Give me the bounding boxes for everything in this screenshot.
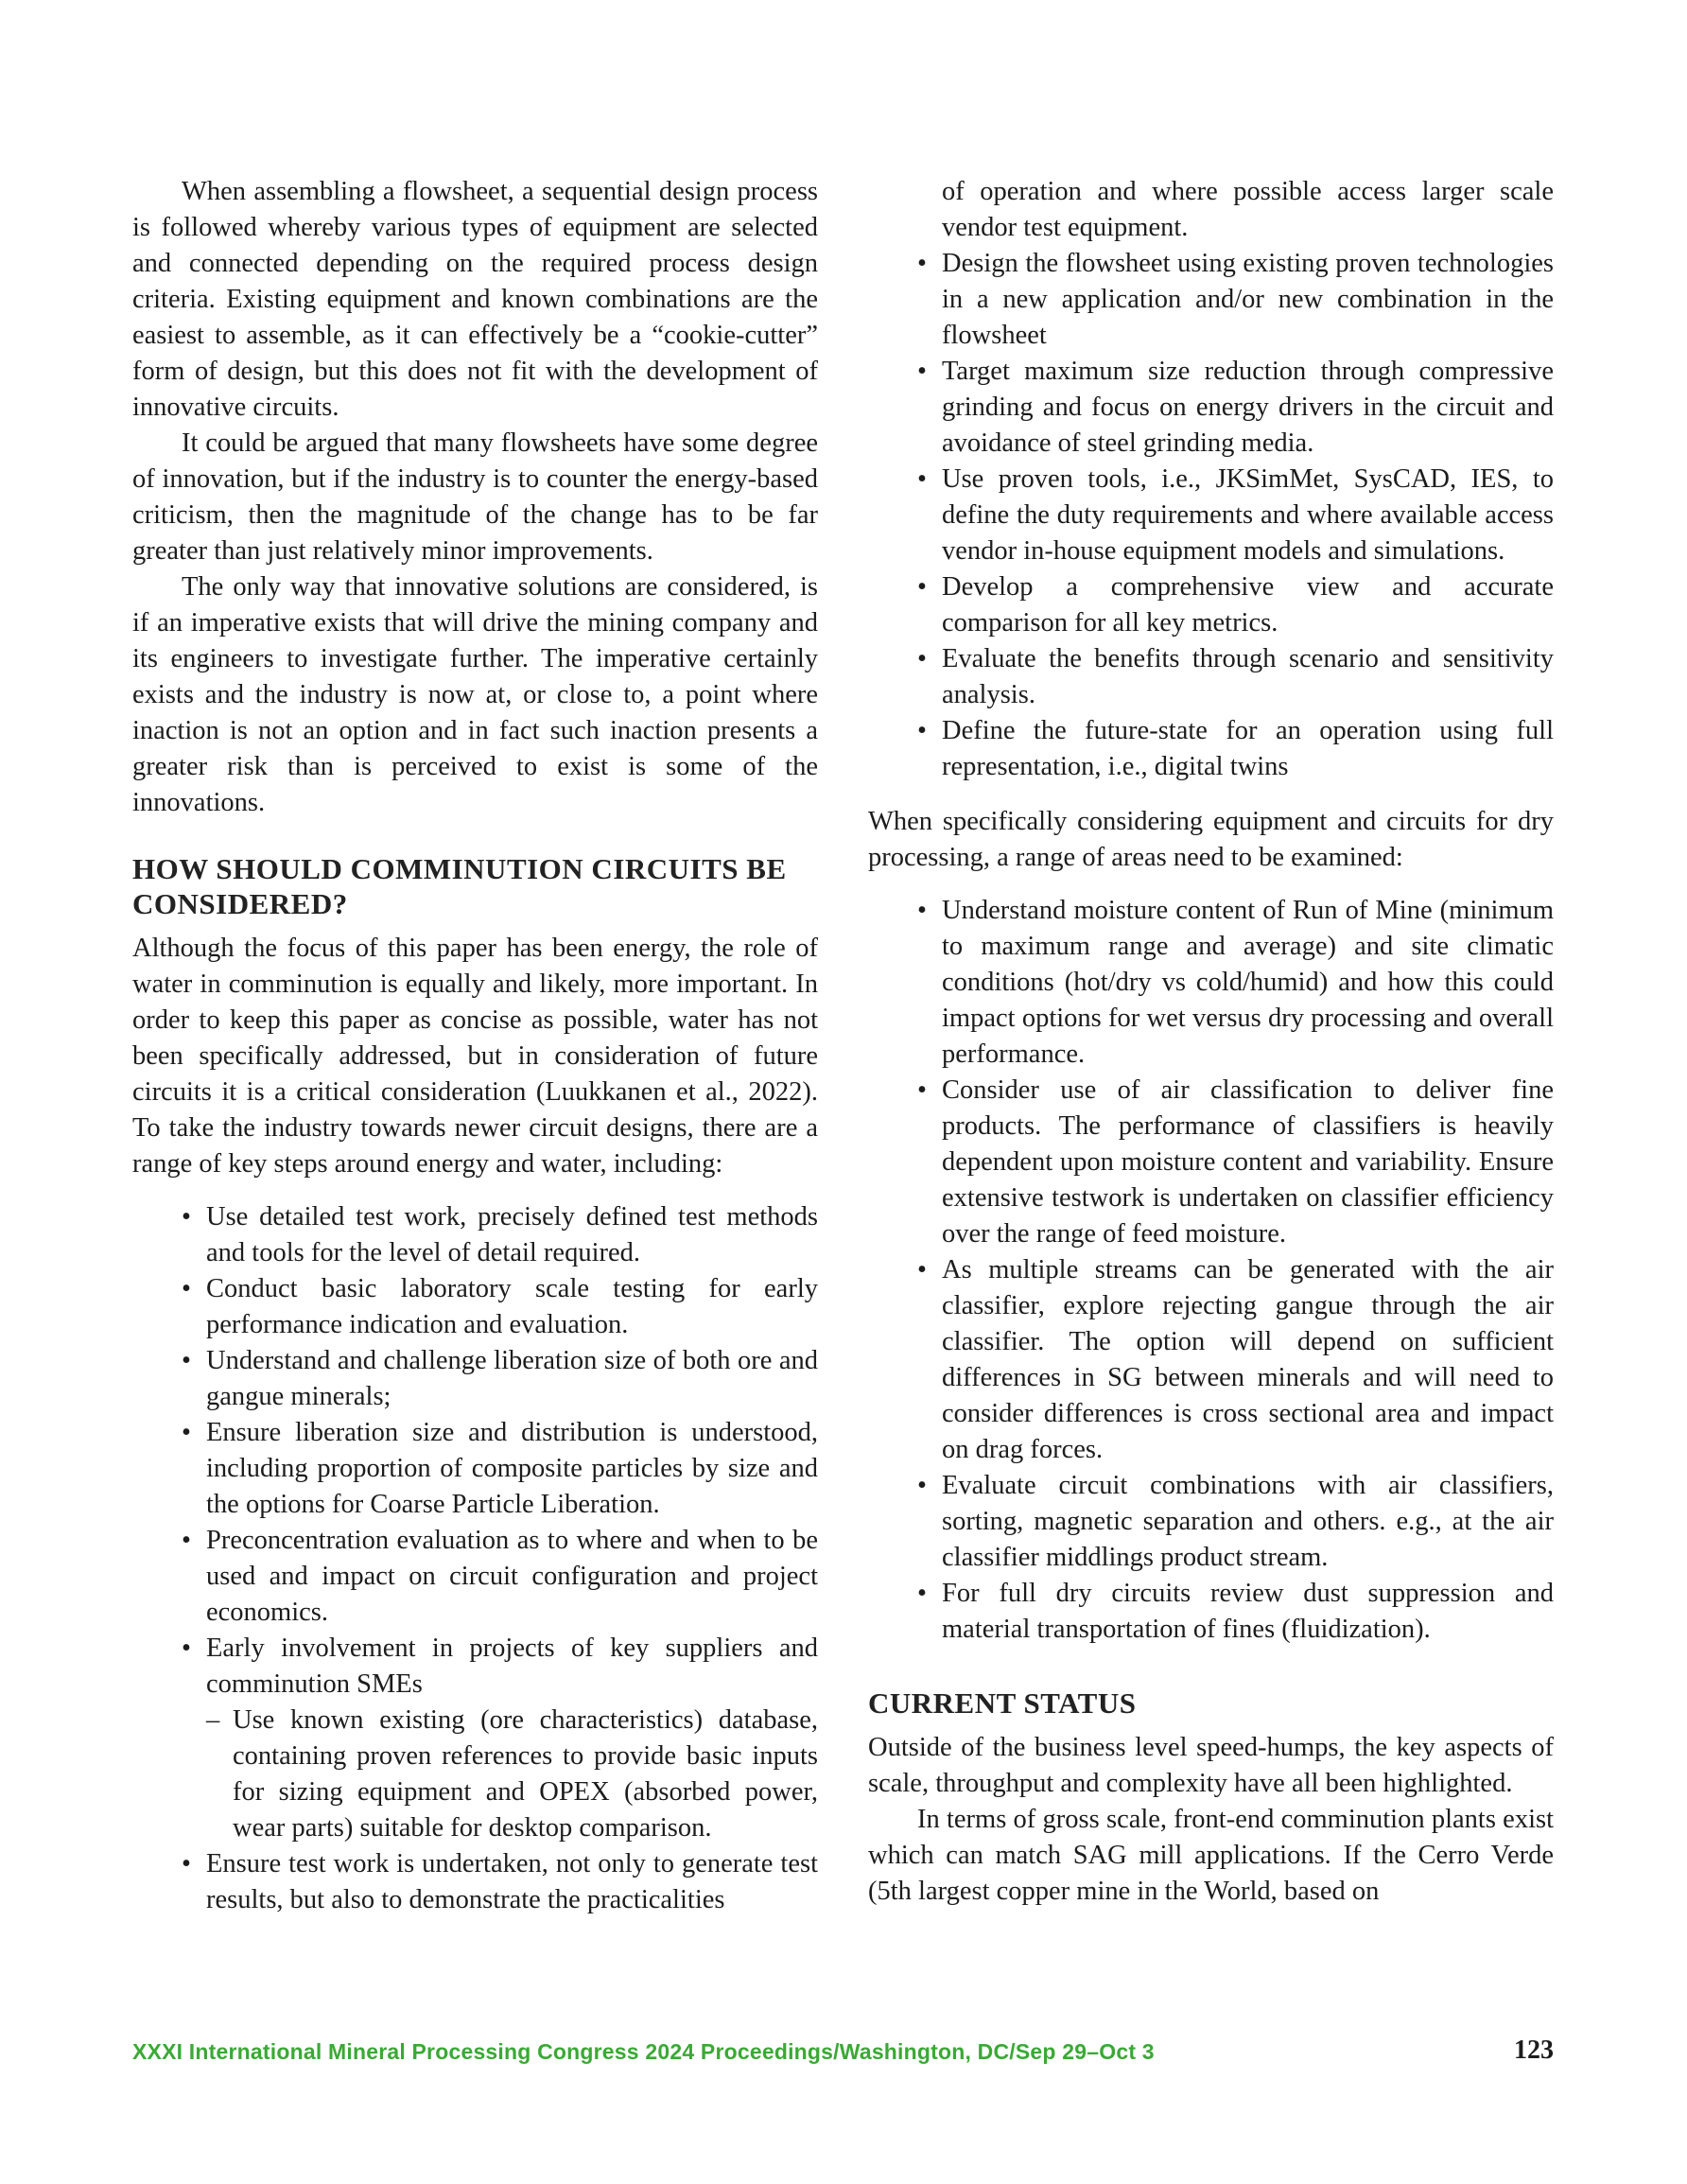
list-item: • Use proven tools, i.e., JKSimMet, SysCAD, IES, to define the duty requirements and where available access vendor in-house equipment models and simulations. bbox=[913, 462, 1554, 569]
paragraph: In terms of gross scale, front-end comminution plants exist which can match SAG mill applications. If the Cerro Verde (5th largest copper mine in the World, based on bbox=[868, 1805, 1554, 1906]
list-item: • Develop a comprehensive view and accurate comparison for all key metrics. bbox=[913, 569, 1554, 641]
list-item-text: Early involvement in projects of key suppliers and comminution SMEs bbox=[206, 1634, 818, 1699]
list-item: • Conduct basic laboratory scale testing for early performance indication and evaluation. bbox=[178, 1271, 818, 1343]
list-item: • Ensure test work is undertaken, not only to generate test results, but also to demonstrate the practicalities bbox=[178, 1846, 818, 1918]
list-continuation: of operation and where possible access larger scale vendor test equipment. bbox=[942, 177, 1554, 242]
paragraph: When specifically considering equipment and circuits for dry processing, a range of areas need to be examined: bbox=[868, 807, 1554, 872]
left-column bbox=[132, 174, 818, 1918]
list-item: • Target maximum size reduction through compressive grinding and focus on energy drivers in the circuit and avoidance of steel grinding media. bbox=[913, 354, 1554, 462]
spacer bbox=[868, 785, 1554, 804]
paragraph: Although the focus of this paper has been energy, the role of water in comminution is equally and likely, more important. In order to keep this paper as concise as possible, water has not been specifically addressed, but in consideration of future circuits it is a critical consideration (Luukkanen et al., 2022). To take the industry towards newer circuit designs, there are a range of key steps around energy and water, including: bbox=[132, 934, 818, 1179]
paragraph: The only way that innovative solutions are considered, is if an imperative exists that will drive the mining company and its engineers to investigate further. The imperative certainly exists and the industry is now at, or close to, a point where inaction is not an option and in fact such inaction presents a greater risk than is perceived to exist is some of the innovations. bbox=[132, 572, 818, 817]
list-item: • Use detailed test work, precisely defined test methods and tools for the level of detail required. bbox=[178, 1199, 818, 1271]
list-item: • Consider use of air classification to deliver fine products. The performance of classifiers is heavily dependent upon moisture content and variability. Ensure extensive testwork is undertaken on classifier efficiency over the range of feed moisture. bbox=[913, 1073, 1554, 1252]
paragraph: It could be argued that many flowsheets have some degree of innovation, but if the industry is to counter the energy-based criticism, then the magnitude of the change has to be far greater than just relatively minor improvements. bbox=[132, 428, 818, 566]
section-heading: CURRENT STATUS bbox=[868, 1686, 1137, 1720]
list-item: • Ensure liberation size and distribution is understood, including proportion of composite particles by size and the options for Coarse Particle Liberation. bbox=[178, 1415, 818, 1523]
sub-list-item: – Use known existing (ore characteristics) database, containing proven references to provide basic inputs for sizing equipment and OPEX (absorbed power, wear parts) suitable for desktop comparison. bbox=[206, 1703, 818, 1846]
list-item: • Preconcentration evaluation as to where and when to be used and impact on circuit configuration and project economics. bbox=[178, 1523, 818, 1631]
list-item: • Define the future-state for an operation using full representation, i.e., digital twins bbox=[913, 713, 1554, 785]
bullet-list bbox=[868, 246, 1554, 785]
sub-list bbox=[206, 1703, 818, 1846]
list-item: • Understand moisture content of Run of Mine (minimum to maximum range and average) and site climatic conditions (hot/dry vs cold/humid) and how this could impact options for wet versus dry processing and overall performance. bbox=[913, 893, 1554, 1073]
footer-conference-text: XXXI International Mineral Processing Congress 2024 Proceedings/Washington, DC/Sep 29–Oct 3 bbox=[132, 2039, 1155, 2064]
section-heading: HOW SHOULD COMMINUTION CIRCUITS BE CONSIDERED? bbox=[132, 852, 787, 920]
bullet-list bbox=[132, 1199, 818, 1918]
list-item: • As multiple streams can be generated with the air classifier, explore rejecting gangue through the air classifier. The option will depend on sufficient differences in SG between minerals and will need to consider differences is cross sectional area and impact on drag forces. bbox=[913, 1252, 1554, 1468]
paragraph: When assembling a flowsheet, a sequential design process is followed whereby various types of equipment are selected and connected depending on the required process design criteria. Existing equipment and known combinations are the easiest to assemble, as it can effectively be a “cookie-cutter” form of design, but this does not fit with the development of innovative circuits. bbox=[132, 177, 818, 422]
list-item: • Evaluate the benefits through scenario and sensitivity analysis. bbox=[913, 641, 1554, 713]
bullet-list bbox=[868, 893, 1554, 1648]
list-item: • Evaluate circuit combinations with air classifiers, sorting, magnetic separation and others. e.g., at the air classifier middlings product stream. bbox=[913, 1468, 1554, 1576]
page-number: 123 bbox=[1514, 2035, 1554, 2065]
paragraph: Outside of the business level speed-humps, the key aspects of scale, throughput and complexity have all been highlighted. bbox=[868, 1733, 1554, 1798]
right-column bbox=[868, 174, 1554, 1910]
page-footer bbox=[132, 2035, 1554, 2077]
list-item: • For full dry circuits review dust suppression and material transportation of fines (fluidization). bbox=[913, 1576, 1554, 1648]
list-item: • Understand and challenge liberation size of both ore and gangue minerals; bbox=[178, 1343, 818, 1415]
list-item: • Design the flowsheet using existing proven technologies in a new application and/or new combination in the flowsheet bbox=[913, 246, 1554, 354]
list-item bbox=[178, 1631, 818, 1846]
